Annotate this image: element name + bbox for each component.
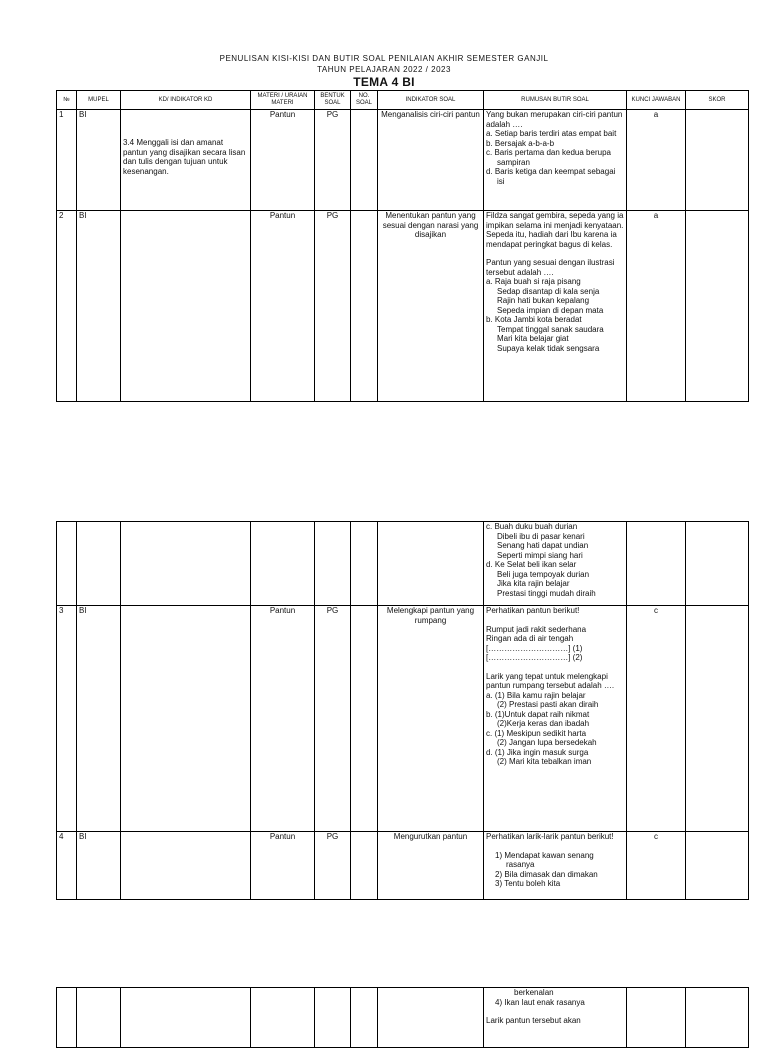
pantun-line: Rumput jadi rakit sederhana [486, 624, 587, 634]
option-c: c. Baris pertama dan kedua berupa sampiran [486, 148, 611, 167]
question-stem: Yang bukan merupakan ciri-ciri pantun adalah …. [486, 110, 623, 129]
cell-rumusan [484, 211, 627, 402]
cell-rumusan [484, 832, 627, 900]
pantun-line: Supaya kelak tidak sengsara [497, 343, 600, 353]
cell-bentuk: PG [315, 211, 351, 402]
pantun-item-2: 2) Bila dimasak dan dimakan [495, 869, 598, 879]
col-indikator: INDIKATOR SOAL [378, 91, 484, 110]
grid-table-page-1 [56, 90, 749, 402]
col-bentuk: BENTUK SOAL [315, 91, 351, 110]
cell-mupel: BI [77, 211, 121, 402]
pantun-blank-2: […………………………] (2) [486, 653, 583, 662]
cell-nosoal [351, 832, 378, 900]
col-mupel: MUPEL [77, 91, 121, 110]
option-line: (2) Prestasi pasti akan diraih [497, 700, 599, 709]
cell-skor [686, 110, 749, 211]
table-row [57, 211, 749, 402]
option-d: d. Baris ketiga dan keempat sebagai isi [486, 167, 616, 186]
pantun-line: Prestasi tinggi mudah diraih [497, 588, 596, 598]
cell-kd [121, 606, 251, 832]
doc-theme: TEMA 4 BI [353, 75, 415, 89]
pantun-line: Tempat tinggal sanak saudara [497, 324, 604, 334]
option-c: c. Buah duku buah durian [486, 522, 578, 531]
cell-bentuk [315, 522, 351, 606]
option-b: b. (1)Untuk dapat raih nikmat [486, 709, 590, 719]
cell-no: 2 [57, 211, 77, 402]
pantun-line: Beli juga tempoyak durian [497, 569, 590, 579]
pantun-item-3: 3) Tentu boleh kita [495, 879, 561, 888]
cell-kunci: c [627, 606, 686, 832]
cell-indikator: Menganalisis ciri-ciri pantun [378, 110, 484, 211]
cell-materi: Pantun [251, 211, 315, 402]
cell-no [57, 988, 77, 1048]
pantun-blank-1: […………………………] (1) [486, 643, 583, 653]
table-row [57, 832, 749, 900]
table-row [57, 606, 749, 832]
option-line: (2) Mari kita tebalkan iman [497, 757, 592, 766]
cell-kunci [627, 522, 686, 606]
cell-kunci [627, 988, 686, 1048]
doc-year: TAHUN PELAJARAN 2022 / 2023 [317, 65, 451, 74]
cell-mupel [77, 522, 121, 606]
cell-materi [251, 988, 315, 1048]
option-c: c. (1) Meskipun sedikit harta [486, 728, 587, 738]
cell-kd: 3.4 Menggali isi dan amanat pantun yang disajikan secara lisan dan tulis dengan tujuan untuk kesenangan. [121, 110, 251, 211]
cell-materi: Pantun [251, 832, 315, 900]
cell-skor [686, 606, 749, 832]
cell-mupel [77, 988, 121, 1048]
cell-bentuk: PG [315, 110, 351, 211]
pantun-line: Senang hati dapat undian [497, 541, 589, 550]
option-line: (2)Kerja keras dan ibadah [497, 719, 590, 728]
question-stem: Larik pantun tersebut akan [486, 1016, 581, 1025]
pantun-item-1: 1) Mendapat kawan senang rasanya [495, 850, 594, 869]
option-b: b. Bersajak a-b-a-b [486, 138, 555, 148]
cell-indikator: Melengkapi pantun yang rumpang [378, 606, 484, 832]
cell-materi [251, 522, 315, 606]
cell-rumusan [484, 606, 627, 832]
cell-rumusan [484, 110, 627, 211]
cell-bentuk: PG [315, 832, 351, 900]
col-kunci: KUNCI JAWABAN [627, 91, 686, 110]
option-b: b. Kota Jambi kota beradat [486, 315, 582, 324]
cell-bentuk: PG [315, 606, 351, 832]
cell-materi: Pantun [251, 110, 315, 211]
pantun-item-3-cont: berkenalan [514, 988, 554, 997]
option-d: d. Ke Selat beli ikan selar [486, 560, 577, 569]
pantun-line: Mari kita belajar giat [497, 334, 569, 343]
cell-kd [121, 211, 251, 402]
cell-kd [121, 832, 251, 900]
question-stem: Larik yang tepat untuk melengkapi pantun rumpang tersebut adalah …. [486, 671, 615, 690]
option-line: (2) Jangan lupa bersedekah [497, 738, 597, 747]
cell-skor [686, 988, 749, 1048]
col-kd: KD/ INDIKATOR KD [121, 91, 251, 110]
col-materi: MATERI / URAIAN MATERI [251, 91, 315, 110]
cell-kunci: a [627, 110, 686, 211]
col-skor: SKOR [686, 91, 749, 110]
cell-indikator: Mengurutkan pantun [378, 832, 484, 900]
cell-no: 4 [57, 832, 77, 900]
option-a: a. (1) Bila kamu rajin belajar [486, 690, 586, 700]
header-row [57, 91, 749, 110]
question-intro: Perhatikan pantun berikut! [486, 606, 580, 615]
cell-kd [121, 988, 251, 1048]
col-no: № [57, 91, 77, 110]
cell-indikator [378, 522, 484, 606]
pantun-line: Sedap disantap di kala senja [497, 286, 600, 296]
col-rumusan: RUMUSAN BUTIR SOAL [484, 91, 627, 110]
cell-mupel: BI [77, 110, 121, 211]
doc-title: PENULISAN KISI-KISI DAN BUTIR SOAL PENILAIAN AKHIR SEMESTER GANJIL [219, 54, 549, 63]
cell-nosoal [351, 211, 378, 402]
cell-no: 1 [57, 110, 77, 211]
col-nosoal: NO. SOAL [351, 91, 378, 110]
cell-skor [686, 211, 749, 402]
pantun-item-4: 4) Ikan laut enak rasanya [495, 997, 585, 1007]
cell-skor [686, 832, 749, 900]
pantun-line: Dibeli ibu di pasar kenari [497, 531, 585, 541]
pantun-line: Ringan ada di air tengah [486, 634, 574, 643]
pantun-line: Rajin hati bukan kepalang [497, 296, 590, 305]
option-a: a. Setiap baris terdiri atas empat bait [486, 129, 617, 138]
cell-kunci: a [627, 211, 686, 402]
cell-materi: Pantun [251, 606, 315, 832]
grid-table-page-3 [56, 987, 749, 1048]
cell-bentuk [315, 988, 351, 1048]
cell-indikator: Menentukan pantun yang sesuai dengan narasi yang disajikan [378, 211, 484, 402]
pantun-line: Sepeda impian di depan mata [497, 305, 604, 315]
cell-nosoal [351, 522, 378, 606]
cell-no: 3 [57, 606, 77, 832]
question-intro: Perhatikan larik-larik pantun berikut! [486, 832, 614, 841]
narration: Fildza sangat gembira, sepeda yang ia impikan selama ini menjadi kenyataan. Sepeda itu, hadiah dari Ibu karena ia mendapat peringkat bagus di kelas. [486, 211, 624, 249]
cell-no [57, 522, 77, 606]
cell-skor [686, 522, 749, 606]
table-row [57, 988, 749, 1048]
pantun-line: Seperti mimpi siang hari [497, 550, 583, 560]
cell-nosoal [351, 110, 378, 211]
cell-mupel: BI [77, 832, 121, 900]
table-row [57, 110, 749, 211]
option-d: d. (1) Jika ingin masuk surga [486, 747, 589, 757]
cell-nosoal [351, 606, 378, 832]
cell-rumusan [484, 988, 627, 1048]
option-a: a. Raja buah si raja pisang [486, 277, 581, 286]
question-stem: Pantun yang sesuai dengan ilustrasi tersebut adalah …. [486, 258, 615, 277]
cell-kunci: c [627, 832, 686, 900]
cell-kd [121, 522, 251, 606]
grid-table-page-2 [56, 521, 749, 900]
cell-rumusan [484, 522, 627, 606]
table-row [57, 522, 749, 606]
cell-mupel: BI [77, 606, 121, 832]
cell-nosoal [351, 988, 378, 1048]
cell-indikator [378, 988, 484, 1048]
pantun-line: Jika kita rajin belajar [497, 579, 570, 588]
